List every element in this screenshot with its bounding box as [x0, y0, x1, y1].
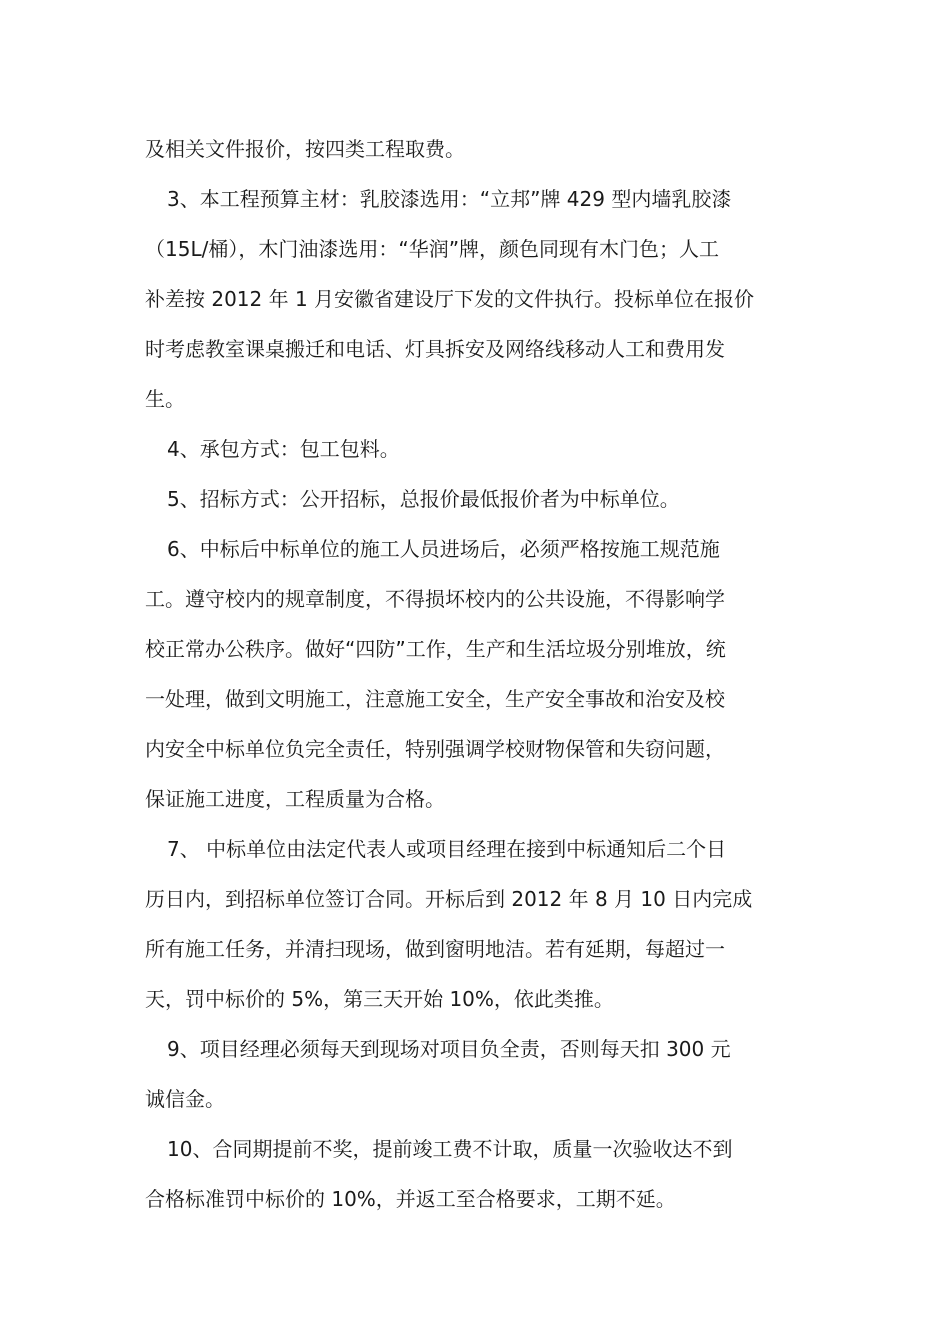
paragraph-7-start: 7、 中标单位由法定代表人或项目经理在接到中标通知后二个日 [167, 837, 727, 861]
text-line: 所有施工任务，并清扫现场，做到窗明地洁。若有延期，每超过一 [145, 937, 725, 961]
text-line: 历日内，到招标单位签订合同。开标后到 2012 年 8 月 10 日内完成 [145, 887, 753, 911]
text-line: 合格标准罚中标价的 10%，并返工至合格要求，工期不延。 [145, 1187, 676, 1211]
text-line: 时考虑教室课桌搬迁和电话、灯具拆安及网络线移动人工和费用发 [145, 337, 725, 361]
paragraph-3-start: 3、本工程预算主材：乳胶漆选用：“立邦”牌 429 型内墙乳胶漆 [167, 187, 732, 211]
paragraph-10-start: 10、合同期提前不奖，提前竣工费不计取，质量一次验收达不到 [167, 1137, 733, 1161]
text-line: 一处理，做到文明施工，注意施工安全，生产安全事故和治安及校 [145, 687, 725, 711]
text-line: 工。遵守校内的规章制度，不得损坏校内的公共设施，不得影响学 [145, 587, 725, 611]
text-line: 生。 [145, 387, 185, 411]
text-line: 内安全中标单位负完全责任，特别强调学校财物保管和失窃问题， [145, 737, 725, 761]
document-body [145, 124, 810, 1224]
text-line: 诚信金。 [145, 1087, 225, 1111]
paragraph-6-start: 6、中标后中标单位的施工人员进场后，必须严格按施工规范施 [167, 537, 720, 561]
text-line: （15L/桶），木门油漆选用：“华润”牌，颜色同现有木门色；人工 [145, 237, 720, 261]
paragraph-5: 5、招标方式：公开招标，总报价最低报价者为中标单位。 [167, 487, 680, 511]
text-line: 校正常办公秩序。做好“四防”工作，生产和生活垃圾分别堆放，统 [145, 637, 726, 661]
text-line: 天，罚中标价的 5%，第三天开始 10%，依此类推。 [145, 987, 614, 1011]
paragraph-9-start: 9、项目经理必须每天到现场对项目负全责，否则每天扣 300 元 [167, 1037, 731, 1061]
paragraph-4: 4、承包方式：包工包料。 [167, 437, 400, 461]
text-line: 及相关文件报价，按四类工程取费。 [145, 137, 465, 161]
text-line: 补差按 2012 年 1 月安徽省建设厅下发的文件执行。投标单位在报价 [145, 287, 755, 311]
text-line: 保证施工进度，工程质量为合格。 [145, 787, 445, 811]
